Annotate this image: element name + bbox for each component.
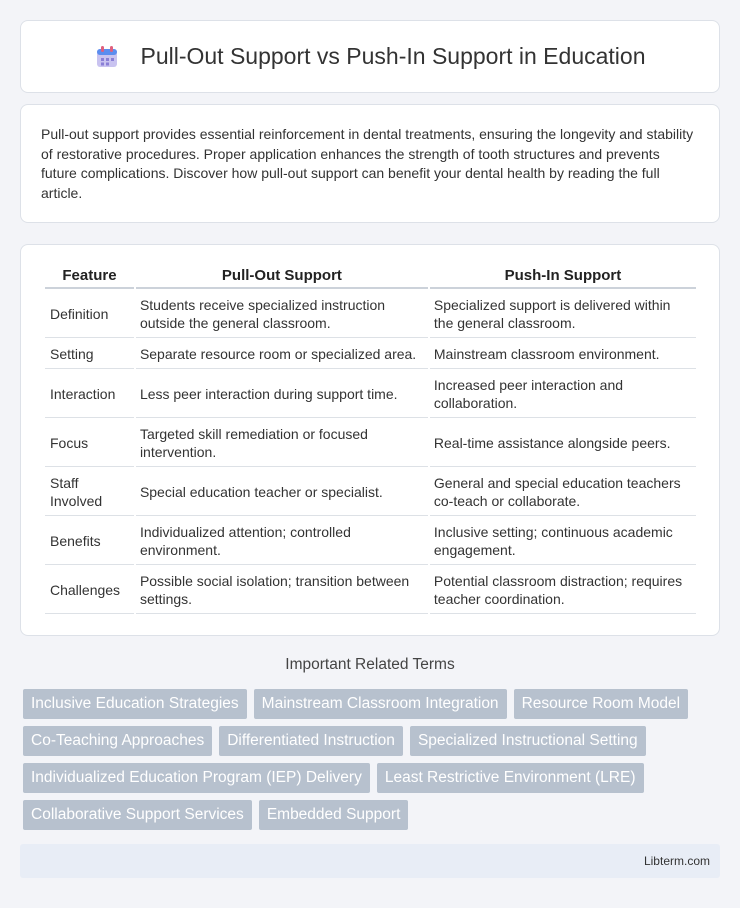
- row-push-in: General and special education teachers co-teach or collaborate.: [430, 469, 696, 516]
- row-pull-out: Individualized attention; controlled environment.: [136, 518, 428, 565]
- term-tag[interactable]: Specialized Instructional Setting: [410, 726, 646, 756]
- row-push-in: Real-time assistance alongside peers.: [430, 420, 696, 467]
- row-push-in: Potential classroom distraction; requires teacher coordination.: [430, 567, 696, 614]
- term-tag[interactable]: Embedded Support: [259, 800, 409, 830]
- footer: [20, 844, 720, 878]
- term-tag[interactable]: Mainstream Classroom Integration: [254, 689, 507, 719]
- row-feature: Interaction: [45, 371, 134, 418]
- table-row: [45, 420, 696, 467]
- table-row: [45, 371, 696, 418]
- table-row: [45, 469, 696, 516]
- tag-row: [23, 726, 723, 756]
- row-push-in: Inclusive setting; continuous academic engagement.: [430, 518, 696, 565]
- row-pull-out: Less peer interaction during support time.: [136, 371, 428, 418]
- comparison-table-card: [20, 244, 720, 636]
- row-push-in: Mainstream classroom environment.: [430, 340, 696, 369]
- row-feature: Benefits: [45, 518, 134, 565]
- row-pull-out: Students receive specialized instruction outside the general classroom.: [136, 291, 428, 338]
- row-feature: Focus: [45, 420, 134, 467]
- related-terms-list: [23, 689, 723, 837]
- term-tag[interactable]: Co-Teaching Approaches: [23, 726, 212, 756]
- tag-row: [23, 763, 723, 793]
- comparison-table: [43, 265, 698, 616]
- row-push-in: Increased peer interaction and collaboration.: [430, 371, 696, 418]
- row-pull-out: Special education teacher or specialist.: [136, 469, 428, 516]
- term-tag[interactable]: Collaborative Support Services: [23, 800, 252, 830]
- term-tag[interactable]: Individualized Education Program (IEP) Delivery: [23, 763, 370, 793]
- row-feature: Setting: [45, 340, 134, 369]
- term-tag[interactable]: Differentiated Instruction: [219, 726, 403, 756]
- intro-card: [20, 104, 720, 223]
- term-tag[interactable]: Least Restrictive Environment (LRE): [377, 763, 644, 793]
- table-row: [45, 340, 696, 369]
- term-tag[interactable]: Inclusive Education Strategies: [23, 689, 247, 719]
- header-feature: Feature: [45, 267, 134, 289]
- row-feature: Staff Involved: [45, 469, 134, 516]
- table-row: [45, 567, 696, 614]
- row-pull-out: Separate resource room or specialized area.: [136, 340, 428, 369]
- page-title: Pull-Out Support vs Push-In Support in Education: [140, 43, 646, 69]
- row-push-in: Specialized support is delivered within the general classroom.: [430, 291, 696, 338]
- intro-text: Pull-out support provides essential reinforcement in dental treatments, ensuring the longevity and stability of restorative procedures. Proper application enhances the strength of tooth structures and prevents future complications. Discover how pull-out support can benefit your dental health by reading the full article.: [41, 126, 694, 201]
- row-feature: Definition: [45, 291, 134, 338]
- row-pull-out: Targeted skill remediation or focused intervention.: [136, 420, 428, 467]
- header-card: [20, 20, 720, 93]
- table-row: [45, 291, 696, 338]
- row-pull-out: Possible social isolation; transition between settings.: [136, 567, 428, 614]
- calendar-icon: [94, 44, 120, 70]
- related-terms-title: Important Related Terms: [285, 656, 455, 673]
- table-row: [45, 518, 696, 565]
- tag-row: [23, 689, 723, 719]
- row-feature: Challenges: [45, 567, 134, 614]
- tag-row: [23, 800, 723, 830]
- header-push-in: Push-In Support: [430, 267, 696, 289]
- footer-link[interactable]: Libterm.com: [643, 854, 710, 868]
- header-pull-out: Pull-Out Support: [136, 267, 428, 289]
- term-tag[interactable]: Resource Room Model: [514, 689, 689, 719]
